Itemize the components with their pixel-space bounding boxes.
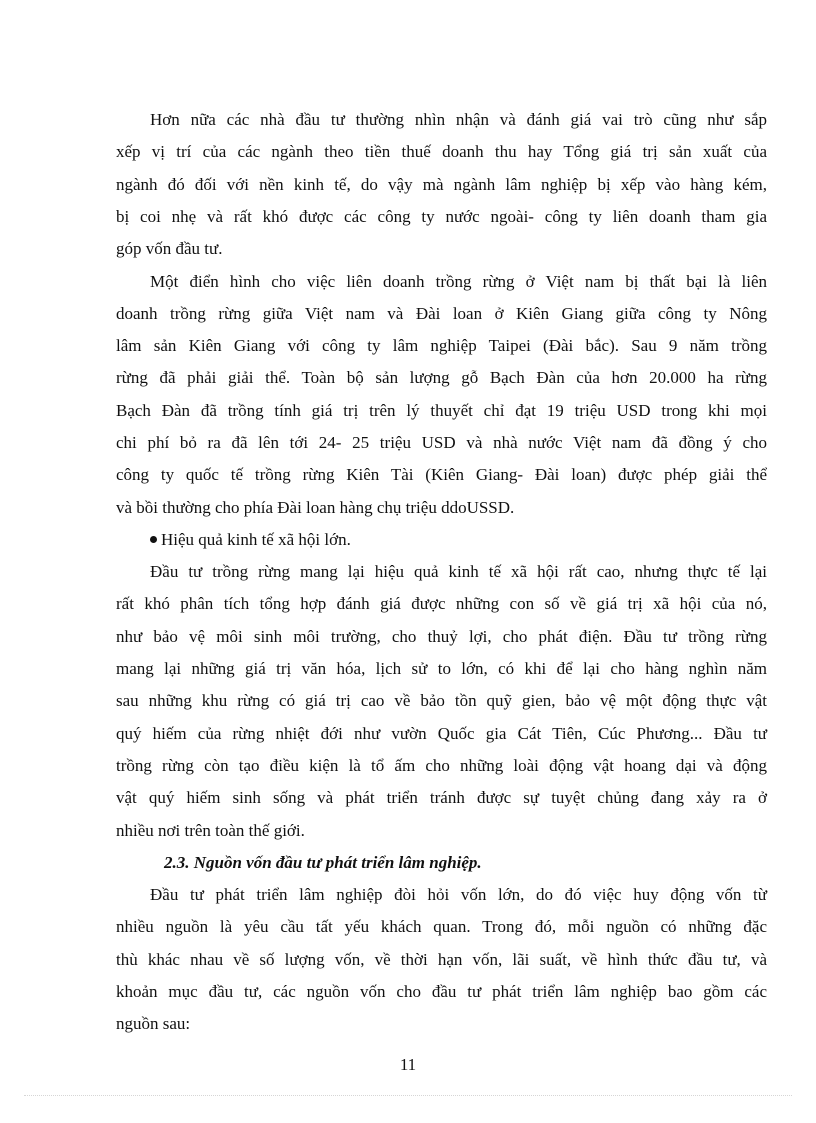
- text-line: nhiều nguồn là yêu cầu tất yếu khách quan. Trong đó, mỗi nguồn có những đặc: [116, 917, 767, 937]
- text-line: bị coi nhẹ và rất khó được các công ty nước ngoài- công ty liên doanh tham gia: [116, 206, 767, 226]
- page-number: 11: [399, 1055, 417, 1074]
- text-line: rừng đã phải giải thể. Toàn bộ sản lượng gỗ Bạch Đàn của hơn 20.000 ha rừng: [116, 368, 767, 388]
- text-line: Bạch Đàn đã trồng tính giá trị trên lý thuyết chỉ đạt 19 triệu USD trong khi mọi: [116, 400, 767, 420]
- text-line: quý hiếm của rừng nhiệt đới như vườn Quốc gia Cát Tiên, Cúc Phương... Đầu tư: [116, 723, 767, 743]
- text-line: ngành đó đối với nền kinh tế, do vậy mà ngành lâm nghiệp bị xếp vào hàng kém,: [116, 174, 767, 194]
- text-line: nhiều nơi trên toàn thế giới.: [116, 820, 305, 840]
- text-line: Hơn nữa các nhà đầu tư thường nhìn nhận và đánh giá vai trò cũng như sắp: [150, 110, 767, 129]
- paragraph-failed-joint-venture: [116, 266, 767, 524]
- paragraph-investor-view: [116, 104, 767, 265]
- bullet-icon: [150, 536, 157, 543]
- text-line: công ty quốc tế trồng rừng Kiên Tài (Kiên Giang- Đài loan) được phép giải thể: [116, 465, 767, 485]
- text-line: như bảo vệ môi sinh môi trường, cho thuỷ lợi, cho phát điện. Đầu tư trồng rừng: [116, 626, 767, 646]
- text-line: Một điển hình cho việc liên doanh trồng rừng ở Việt nam bị thất bại là liên: [150, 271, 767, 291]
- text-line: mang lại những giá trị văn hóa, lịch sử to lớn, có khi để lại cho hàng nghìn năm: [116, 659, 767, 679]
- text-line: doanh trồng rừng giữa Việt nam và Đài loan ở Kiên Giang giữa công ty Nông: [116, 303, 767, 323]
- text-line: thù khác nhau về số lượng vốn, về thời hạn vốn, lãi suất, về hình thức đầu tư, và: [116, 949, 767, 969]
- paragraph-social-benefits: [116, 556, 767, 847]
- bullet-text: Hiệu quả kinh tế xã hội lớn.: [161, 529, 351, 549]
- footer-divider: [24, 1095, 792, 1096]
- text-line: và bồi thường cho phía Đài loan hàng chụ triệu ddoUSSD.: [116, 497, 515, 517]
- text-line: lâm sản Kiên Giang với công ty lâm nghiệp Taipei (Đài bắc). Sau 9 năm trồng: [116, 336, 767, 356]
- text-line: chi phí bỏ ra đã lên tới 24- 25 triệu USD và nhà nước Việt nam đã đồng ý cho: [116, 432, 767, 452]
- text-line: khoản mục đầu tư, các nguồn vốn cho đầu tư phát triển lâm nghiệp bao gồm các: [116, 982, 767, 1002]
- bullet-item: [116, 524, 767, 556]
- text-line: trồng rừng còn tạo điều kiện là tổ ấm cho những loài động vật hoang dại và động: [116, 755, 767, 775]
- text-line: góp vốn đầu tư.: [116, 239, 223, 259]
- section-heading-text: 2.3. Nguồn vốn đầu tư phát triển lâm nghiệp.: [164, 852, 482, 872]
- text-line: sau những khu rừng có giá trị cao về bảo tồn quỹ gien, bảo vệ một động thực vật: [116, 691, 767, 711]
- text-line: Đầu tư trồng rừng mang lại hiệu quả kinh tế xã hội rất cao, nhưng thực tế lại: [150, 562, 767, 582]
- section-heading: [116, 847, 767, 879]
- text-line: rất khó phân tích tổng hợp đánh giá được những con số về giá trị xã hội của nó,: [116, 594, 767, 614]
- text-line: xếp vị trí của các ngành theo tiền thuế doanh thu hay Tổng giá trị sản xuất của: [116, 142, 767, 162]
- paragraph-funding-sources: [116, 879, 767, 1040]
- text-line: vật quý hiếm sinh sống và phát triển tránh được sự tuyệt chủng đang xảy ra ở: [116, 788, 767, 808]
- text-line: nguồn sau:: [116, 1014, 191, 1034]
- text-line: Đầu tư phát triển lâm nghiệp đòi hỏi vốn lớn, do đó việc huy động vốn từ: [150, 885, 767, 905]
